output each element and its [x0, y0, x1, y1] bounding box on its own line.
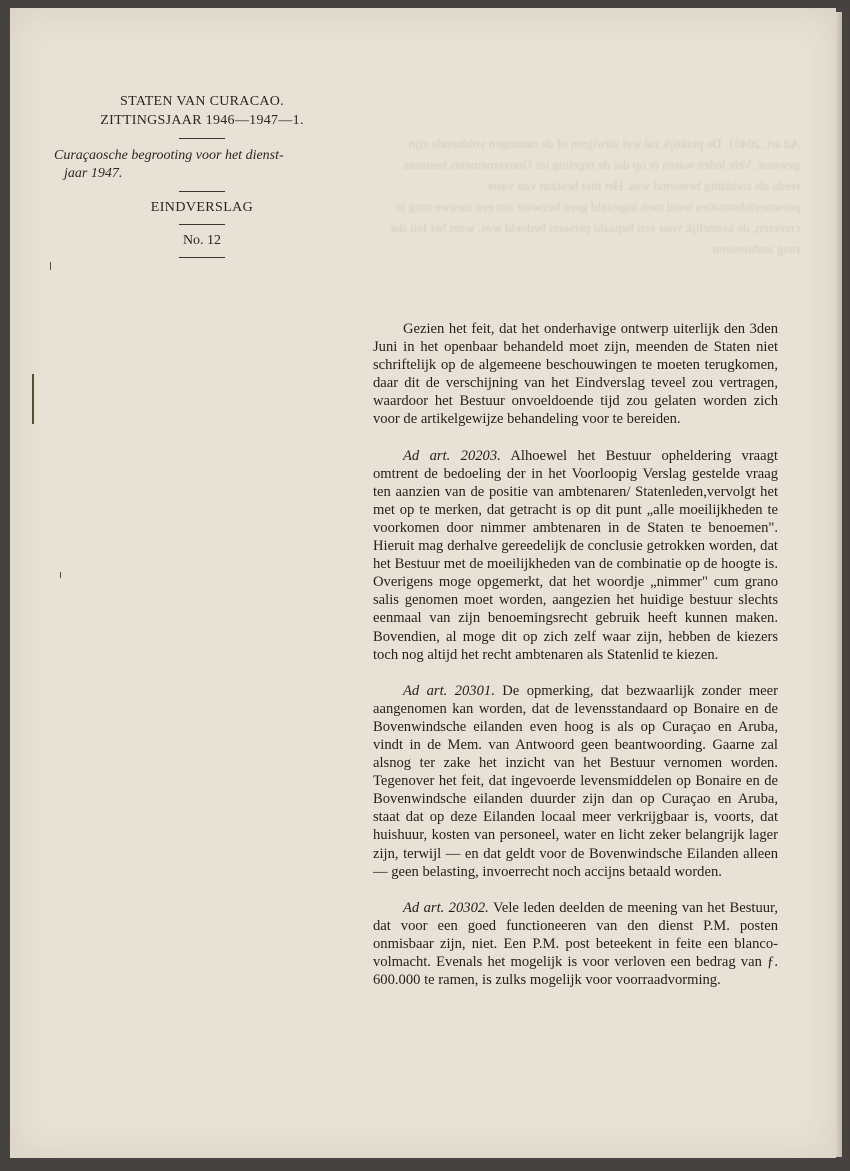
document-type: EINDVERSLAG: [150, 200, 254, 215]
margin-mark: [32, 374, 34, 424]
bleed-through-text: Ad art. 20401. De praktijk zal wel uitwijzen of de ramingen voldoende zijn geweest. Vele leden waren er op dat de regeling ter Gouvernements bestuurs reeds als zoodanig benoemd was. Het niet bestaan van vaste personeelsformaties werd toen ingesteld geen bezwaar om een nieuwe rang te creëeren, de kennelijk voor een bepaald persoon bedoeld was, want het feit dat rang ambtenaren.: [390, 136, 800, 256]
budget-subtitle-line2: jaar 1947.: [64, 166, 123, 181]
paragraph-text: Alhoewel het Bestuur opheldering vraagt omtrent de bedoeling der in het Voorloopig Verslag gestelde vraag ten aanzien van de positie van ambtenaren/ Statenleden,vervolgt het met op te merken, dat getracht is op dit punt „alle moeilijkheden te voorkomen door nimmer ambtenaren in de Staten te benoemen". Hieruit mag derhalve gereedelijk de conclusie getrokken worden, dat het Bestuur met de moeilijkheden van de combinatie op de hoogte is. Overigens moge opgemerkt, dat het woordje „nimmer" cum grano salis genomen moet worden, aangezien het huidige bestuur slechts eenmaal van zijn benoemingsrecht gebruik heeft kunnen maken. Bovendien, al moge dit op zich zelf waar zijn, hebben de kiezers toch nog altijd het recht ambtenaren als Statenlid te kiezen.: [373, 447, 778, 663]
document-page: [10, 8, 836, 1158]
report-body: [373, 320, 778, 1007]
divider: [179, 191, 225, 192]
paragraph-text: Vele leden deelden de meening van het Bestuur, dat voor een goed functioneeren van den dienst P.M. posten onmisbaar zijn, niet. Een P.M. post beteekent in feite een blanco-volmacht. Evenals het mogelijk is voor verloven een bedrag van ƒ. 600.000 te ramen, is zulks mogelijk voor voorraadvorming.: [373, 899, 778, 989]
budget-subtitle-line1: Curaçaosche begrooting voor het dienst-: [54, 148, 284, 163]
paragraph-20302: [373, 899, 778, 989]
header-block: [52, 92, 352, 266]
session-year: ZITTINGSJAAR 1946—1947—1.: [100, 113, 304, 128]
article-ref: Ad art. 20203.: [403, 447, 501, 464]
article-ref: Ad art. 20301.: [403, 682, 495, 699]
paragraph-text: De opmerking, dat bezwaarlijk zonder meer aangenomen kan worden, dat de levensstandaard op Bonaire en de Bovenwindsche eilanden even hoog is als op Curaçao en Aruba, vindt in de Mem. van Antwoord geen beantwoording. Gaarne zal alsnog ter zake het inzicht van het Bestuur vernomen worden. Tegenover het feit, dat ingevoerde levensmiddelen op Bonaire en de Bovenwindsche eilanden duurder zijn dan op Curaçao en Aruba, staat dat op deze Eilanden locaal meer verkrijgbaar is, voorts, dat huishuur, kosten van personeel, water en licht zeker belangrijk lager zijn, terwijl — en dat geldt voor de Bovenwindsche Eilanden alleen — geen belasting, invoerrecht noch accijns betaald worden.: [373, 682, 778, 880]
paragraph-intro: Gezien het feit, dat het onderhavige ontwerp uiterlijk den 3den Juni in het openbaar behandeld moet zijn, meenden de Staten niet schriftelijk op de algemeene beschouwingen te moeten terugkomen, daar dit de verschijning van het Eindverslag teveel zou vertragen, waardoor het Bestuur onvoeldoende tijd zou gelaten worden zich voor de artikelgewijze behandeling voor te bereiden.: [373, 321, 778, 428]
budget-subtitle: [54, 147, 352, 183]
document-number: No. 12: [182, 233, 222, 248]
margin-mark: [50, 262, 51, 270]
divider: [179, 138, 225, 139]
parliament-name: STATEN VAN CURACAO.: [120, 94, 284, 109]
margin-mark: [60, 572, 61, 578]
divider: [179, 257, 225, 258]
paragraph-20301: [373, 682, 778, 881]
paragraph-20203: [373, 447, 778, 664]
article-ref: Ad art. 20302.: [403, 899, 489, 916]
divider: [179, 224, 225, 225]
